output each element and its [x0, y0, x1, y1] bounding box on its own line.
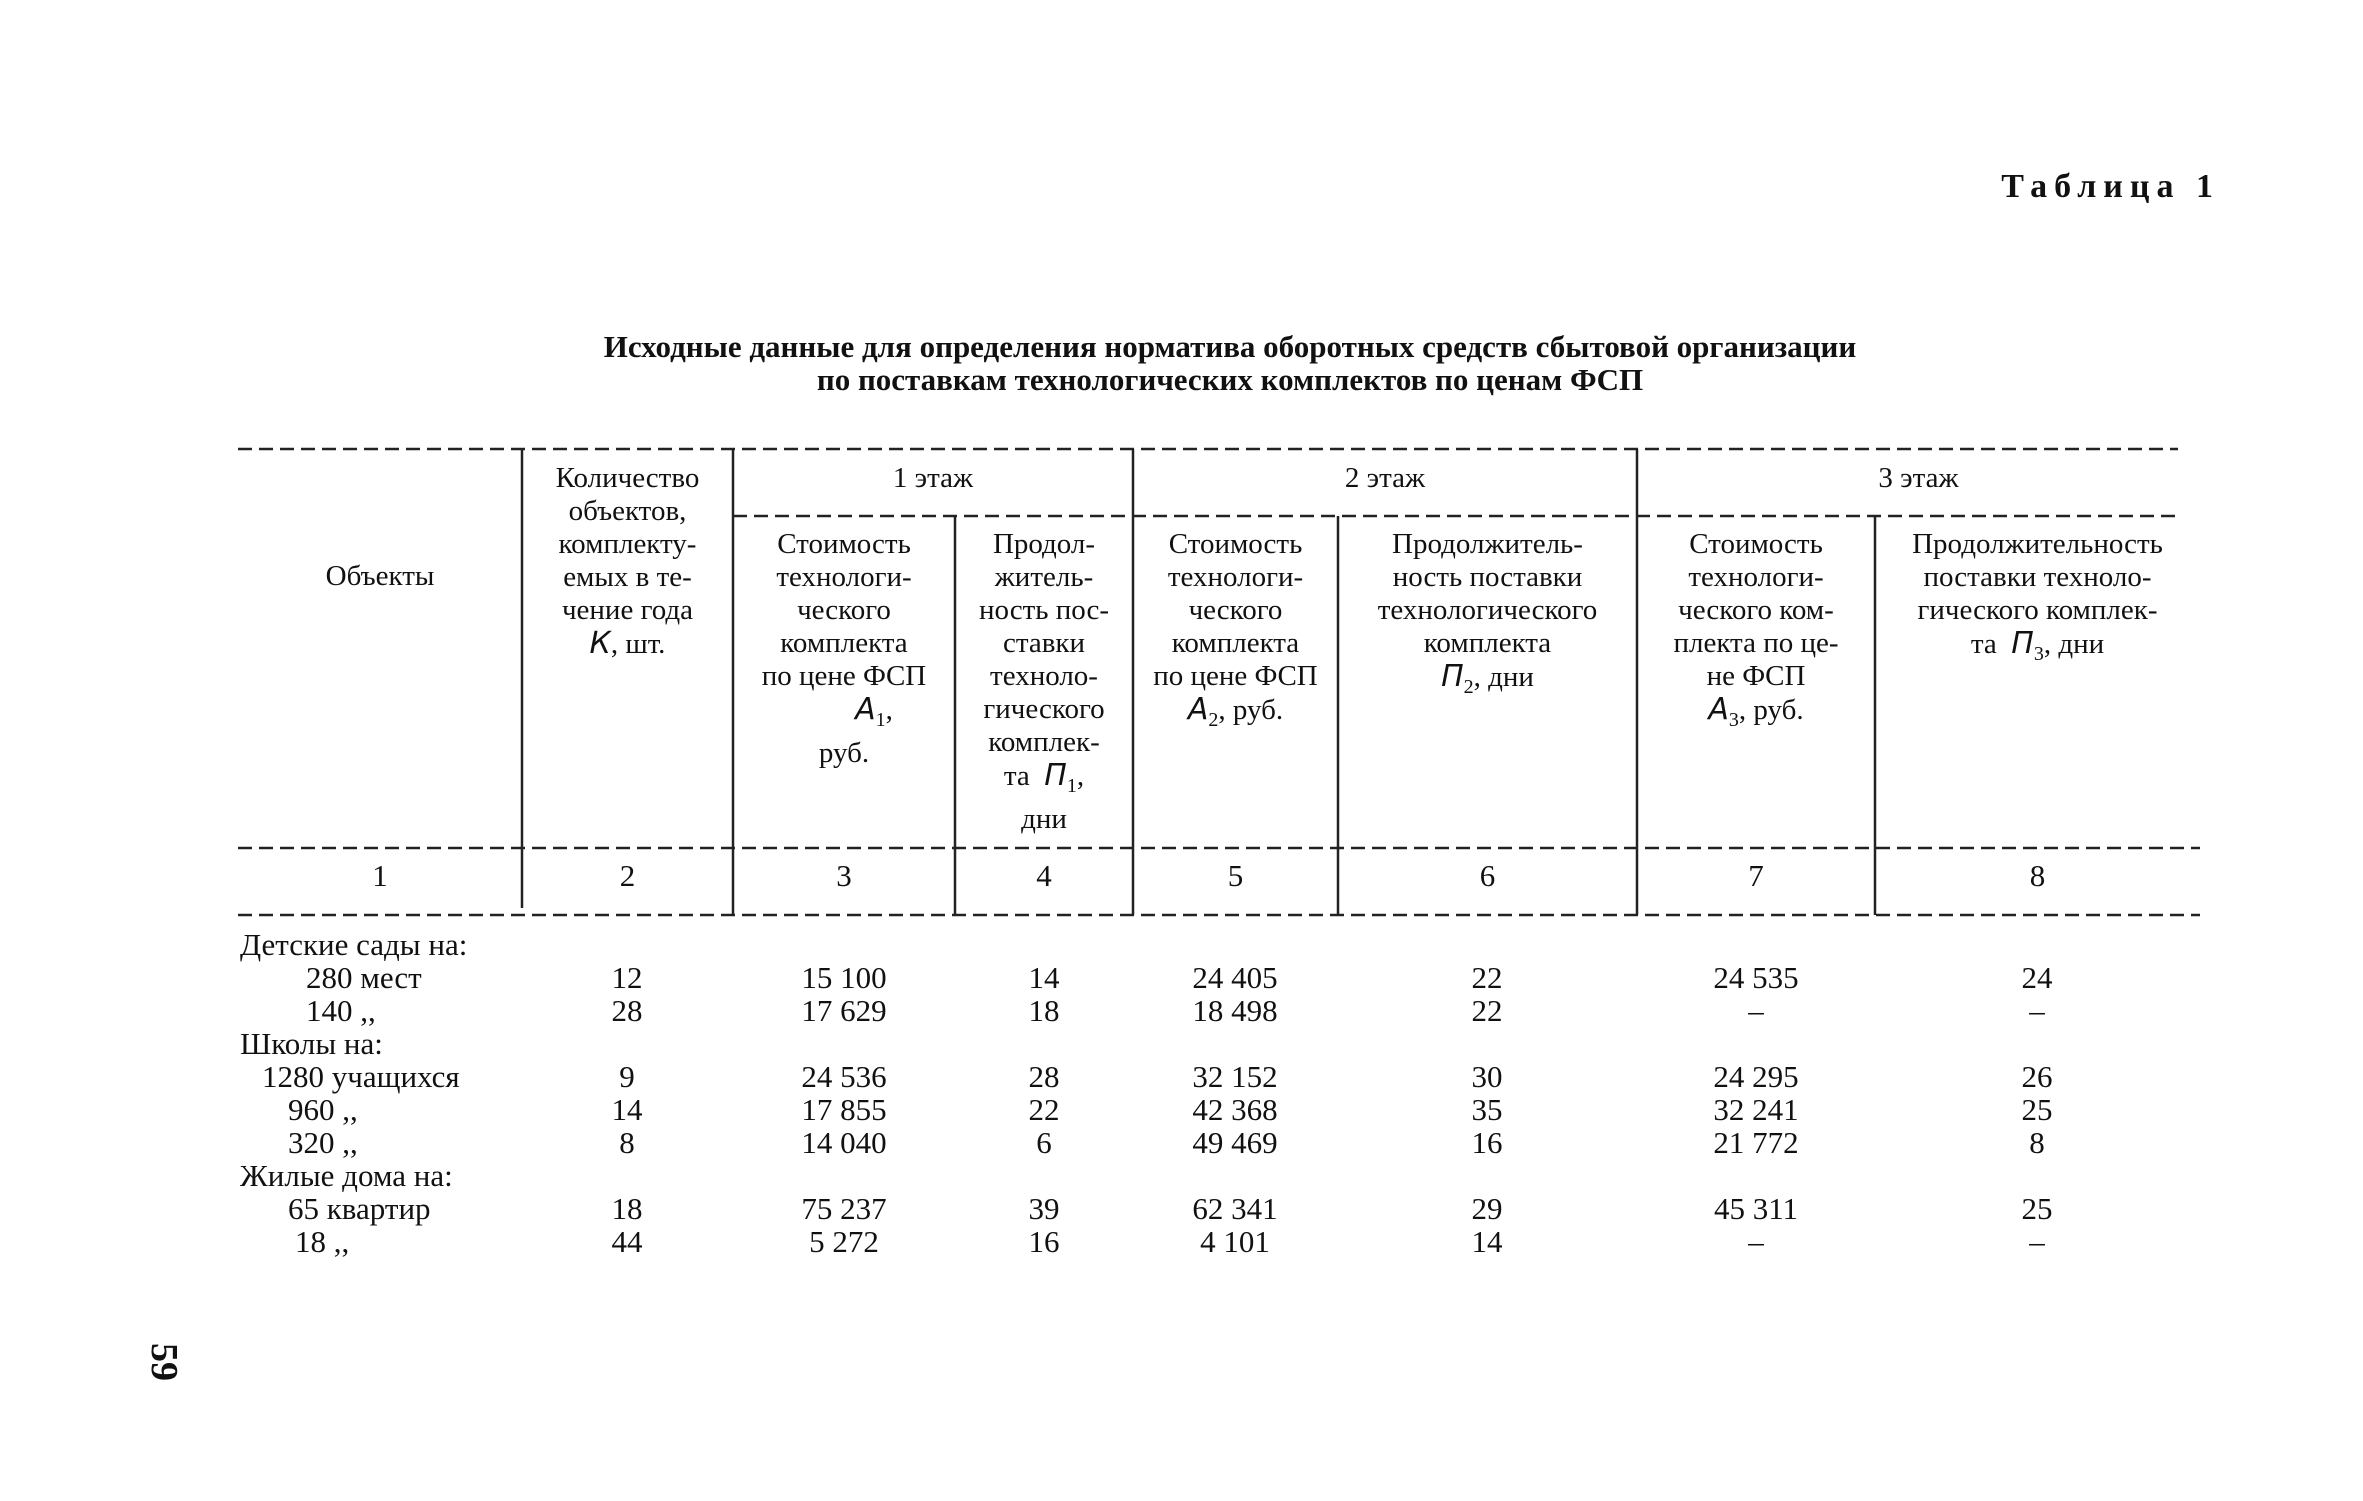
header-c6-line-4: комплекта	[1423, 627, 1552, 659]
table-cell: 32 241	[1713, 1092, 1799, 1127]
table-cell: 35	[1471, 1092, 1503, 1127]
symbol-p1-sub: 1	[1066, 774, 1077, 797]
table-cell: 12	[611, 960, 643, 995]
header-c5-line-4: комплекта	[1171, 627, 1300, 659]
header-c7-unit: , руб.	[1738, 694, 1804, 726]
row-name: 1280 учащихся	[262, 1059, 460, 1094]
table-cell: 9	[619, 1059, 635, 1094]
table-cell: 28	[1028, 1059, 1060, 1094]
header-c4-line-7: комплек-	[988, 726, 1100, 758]
group-label: Жилые дома на:	[240, 1158, 453, 1193]
symbol-a1-sub: 1	[875, 708, 886, 731]
table-cell: 14	[611, 1092, 643, 1127]
table-label: Таблица 1	[2001, 168, 2220, 205]
header-c5-line-1: Стоимость	[1168, 528, 1303, 560]
header-count-line-4: емых в те-	[563, 561, 692, 593]
header-c3-line-5: по цене ФСП	[761, 660, 927, 692]
table-cell: 8	[2029, 1125, 2045, 1160]
header-floor-1: 1 этаж	[892, 462, 974, 494]
header-duration-floor-2	[1338, 528, 1637, 704]
symbol-k: К	[589, 626, 611, 661]
header-c7-line-4: плекта по це-	[1673, 627, 1839, 659]
table-cell: 15 100	[801, 960, 887, 995]
table-cell: 25	[2021, 1191, 2053, 1226]
header-count-unit: , шт.	[610, 628, 666, 660]
header-c3-line-2: технологи-	[776, 561, 912, 593]
row-name: 960 ,,	[288, 1092, 358, 1127]
table-cell: –	[1748, 1224, 1764, 1259]
table-cell: 32 152	[1192, 1059, 1278, 1094]
header-c8-line-1: Продолжительность	[1912, 528, 2163, 560]
table-cell: 22	[1471, 960, 1503, 995]
table-cell: 17 629	[801, 993, 887, 1028]
column-number-4: 4	[1036, 858, 1052, 893]
column-number-6: 6	[1479, 858, 1496, 893]
header-objects: Объекты	[325, 560, 435, 592]
header-c8-line-3: гического комплек-	[1917, 594, 2158, 626]
column-number-3: 3	[836, 858, 852, 893]
table-cell: 24 536	[801, 1059, 887, 1094]
header-count-line-1: Количество	[555, 462, 700, 494]
header-c5-line-5: по цене ФСП	[1153, 660, 1318, 692]
header-c7-line-3: ческого ком-	[1678, 594, 1834, 626]
header-c4-line-4: ставки	[1002, 627, 1086, 659]
table-cell: –	[2029, 1224, 2045, 1259]
row-name: 65 квартир	[288, 1191, 431, 1226]
table-cell: 22	[1471, 993, 1503, 1028]
table-cell: 45 311	[1713, 1191, 1799, 1226]
header-floor-2: 2 этаж	[1344, 462, 1426, 494]
row-name: 18 ,,	[295, 1224, 350, 1259]
header-c5-line-3: ческого	[1188, 594, 1283, 626]
column-number-1: 1	[372, 858, 388, 893]
group-label: Детские сады на:	[240, 927, 468, 962]
header-c6-line-3: технологического	[1377, 594, 1598, 626]
symbol-p3: П	[2011, 626, 2034, 661]
header-c3-line-4: комплекта	[780, 627, 908, 659]
column-number-2: 2	[619, 858, 636, 893]
table-cell: 75 237	[801, 1191, 887, 1226]
table-cell: 4 101	[1200, 1224, 1270, 1259]
table-cell: 6	[1036, 1125, 1052, 1160]
header-c3-line-3: ческого	[797, 594, 891, 626]
header-cost-floor-3	[1637, 528, 1875, 737]
symbol-a1: A	[855, 692, 876, 727]
symbol-p2-sub: 2	[1463, 675, 1474, 698]
symbol-p1: П	[1044, 758, 1067, 793]
title-line-2: по поставкам технологических комплектов по ценам ФСП	[816, 362, 1644, 397]
symbol-a3-sub: 3	[1728, 708, 1739, 731]
header-c4-unit: дни	[1021, 802, 1067, 835]
header-c5-unit: , руб.	[1218, 694, 1284, 726]
table-cell: –	[2029, 993, 2045, 1028]
table-cell: 25	[2021, 1092, 2053, 1127]
group-label: Школы на:	[240, 1026, 383, 1061]
header-c4-last: та	[1003, 760, 1030, 792]
table-cell: 14	[1028, 960, 1060, 995]
table-cell: 16	[1471, 1125, 1503, 1160]
table-cell: 22	[1028, 1092, 1060, 1127]
header-floor-3: 3 этаж	[1878, 462, 1959, 494]
header-c6-line-2: ность поставки	[1392, 561, 1583, 593]
header-c4-line-6: гического	[983, 693, 1105, 725]
table-cell: 24 535	[1713, 960, 1799, 995]
table-title	[430, 330, 2030, 396]
table-cell: 16	[1028, 1224, 1060, 1259]
symbol-a3: A	[1708, 692, 1729, 727]
table-cell: 29	[1471, 1191, 1503, 1226]
header-count-line-5: чение года	[561, 594, 694, 626]
header-cost-floor-1: Стоимость технологи- ческого комплекта по цене ФСП $A_1$, руб.	[733, 528, 955, 770]
table-cell: 5 272	[809, 1224, 879, 1259]
title-line-1: Исходные данные для определения норматива оборотных средств сбытовой организации	[603, 329, 1857, 364]
table-cell: 17 855	[801, 1092, 887, 1127]
symbol-p2: П	[1441, 659, 1464, 694]
row-name: 320 ,,	[288, 1125, 358, 1160]
column-number-7: 7	[1748, 858, 1764, 893]
table-cell: 24 295	[1713, 1059, 1799, 1094]
column-number-8: 8	[2029, 858, 2046, 893]
header-c4-line-1: Продол-	[992, 528, 1096, 560]
header-c7-line-2: технологи-	[1688, 561, 1824, 593]
header-cost-floor-2	[1133, 528, 1338, 737]
table-cell: 21 772	[1713, 1125, 1799, 1160]
table-cell: 30	[1471, 1059, 1503, 1094]
header-c4-line-2: житель-	[994, 561, 1094, 593]
table-cell: 24 405	[1192, 960, 1278, 995]
symbol-a2: A	[1187, 692, 1209, 727]
header-c8-line-2: поставки техноло-	[1923, 561, 2152, 593]
header-c6-unit: , дни	[1473, 661, 1534, 693]
header-c3-line-1: Стоимость	[777, 528, 911, 560]
header-count-line-3: комплекту-	[558, 528, 697, 560]
table-cell: 14	[1471, 1224, 1503, 1259]
table-cell: 28	[611, 993, 643, 1028]
header-c5-line-2: технологи-	[1167, 561, 1304, 593]
header-c8-last: та	[1970, 628, 1997, 660]
header-duration-floor-3	[1875, 528, 2200, 671]
header-c4-line-3: ность пос-	[978, 594, 1110, 626]
header-count-line-2: объектов,	[568, 495, 687, 527]
row-name: 280 мест	[306, 960, 422, 995]
table-cell: 39	[1028, 1191, 1060, 1226]
table-cell: 26	[2021, 1059, 2053, 1094]
table-cell: 18 498	[1192, 993, 1278, 1028]
header-c4-line-5: техноло-	[990, 660, 1098, 692]
table-cell: 8	[619, 1125, 635, 1160]
table-cell: 44	[611, 1224, 643, 1259]
header-duration-floor-1: Продол- житель- ность пос- ставки техноло- гического комплек- та $П_1$, дни	[955, 528, 1133, 836]
table-cell: 18	[611, 1191, 643, 1226]
header-c6-line-1: Продолжитель-	[1392, 528, 1583, 560]
table-cell: 49 469	[1192, 1125, 1278, 1160]
column-number-5: 5	[1227, 858, 1244, 893]
table-cell: 62 341	[1192, 1191, 1278, 1226]
header-count	[522, 462, 733, 661]
page-number: 59	[143, 1343, 185, 1381]
table-cell: 14 040	[801, 1125, 887, 1160]
symbol-p3-sub: 3	[2033, 642, 2044, 665]
symbol-a2-sub: 2	[1208, 708, 1219, 731]
table-cell: 18	[1028, 993, 1060, 1028]
table-cell: –	[1748, 993, 1764, 1028]
table-cell: 42 368	[1192, 1092, 1278, 1127]
table-cell: 24	[2021, 960, 2053, 995]
header-c8-unit: , дни	[2043, 628, 2105, 660]
row-name: 140 ,,	[306, 993, 376, 1028]
header-c7-line-5: не ФСП	[1706, 660, 1806, 692]
header-c3-unit: руб.	[818, 736, 870, 769]
header-c7-line-1: Стоимость	[1689, 528, 1823, 560]
